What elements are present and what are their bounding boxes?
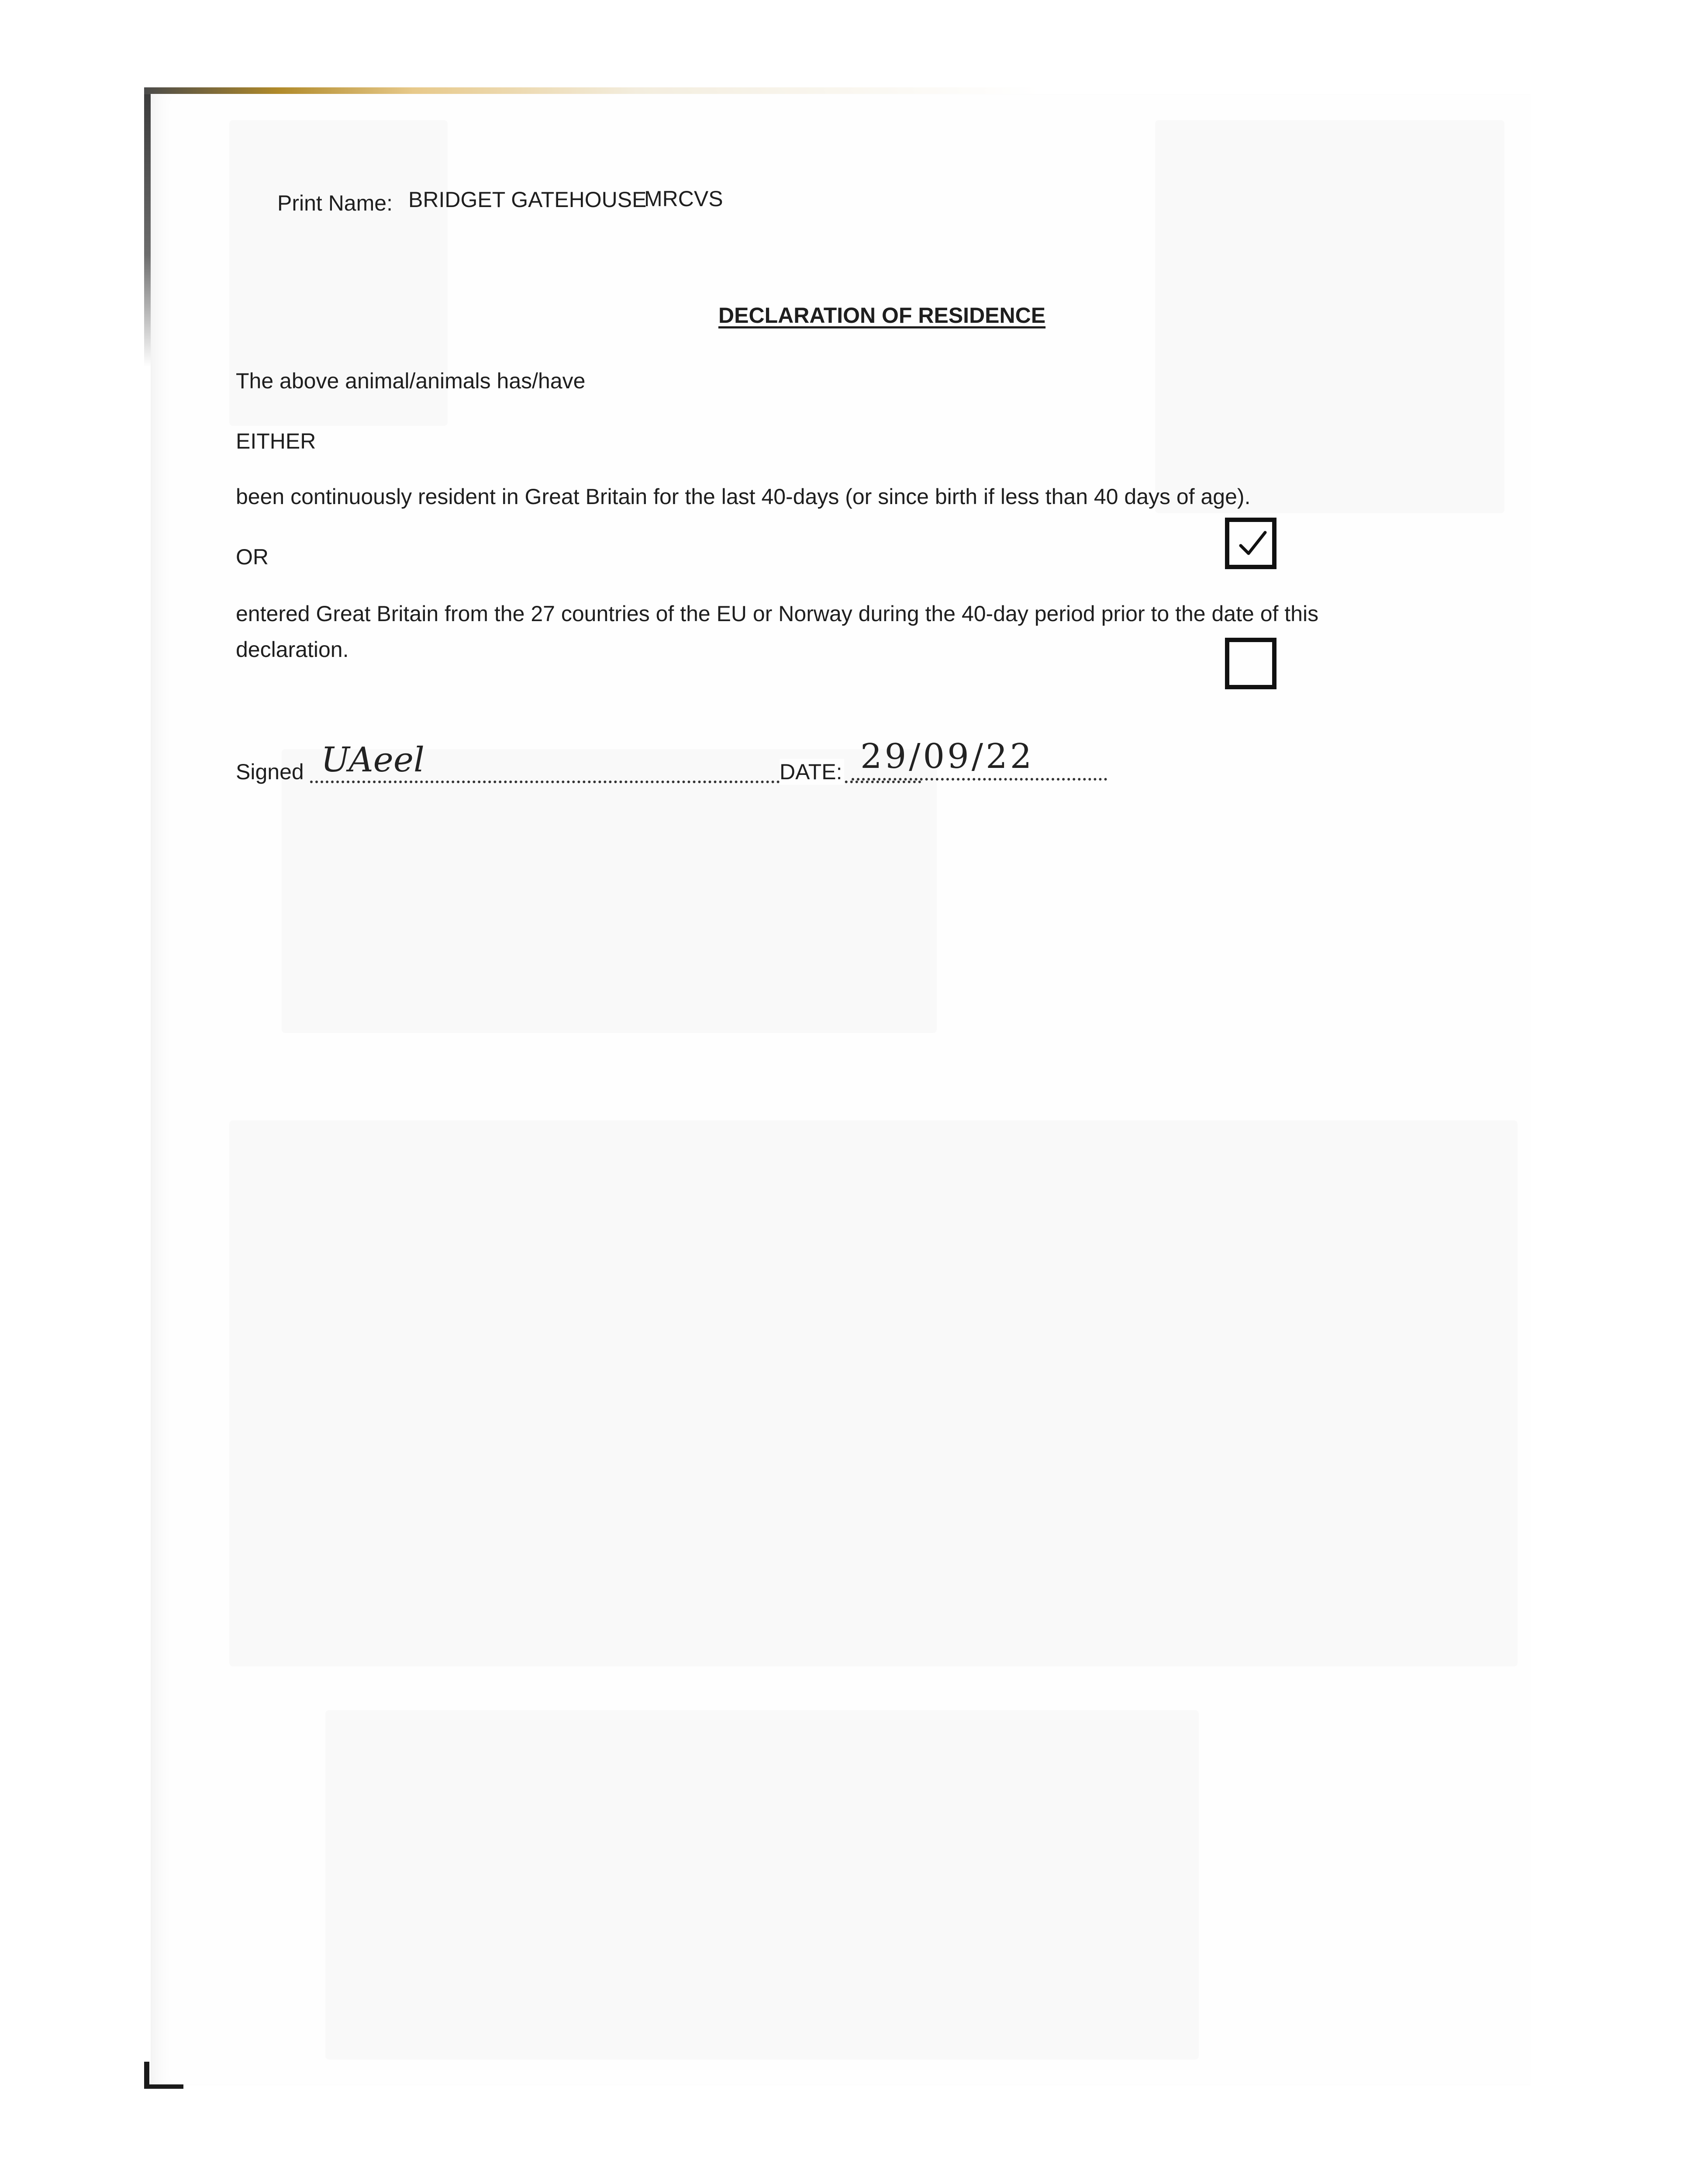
bleed-through-block — [229, 1120, 1518, 1666]
intro-text: The above animal/animals has/have — [236, 369, 586, 393]
checkmark-icon — [1239, 530, 1267, 558]
date-label: DATE: — [780, 759, 844, 785]
bleed-through-block — [325, 1710, 1199, 2060]
option-1-checkbox[interactable] — [1225, 518, 1276, 569]
option-2-text-line-2: declaration. — [236, 637, 349, 662]
scan-edge-top — [144, 87, 1039, 94]
date-dotted-line — [852, 778, 1107, 781]
bleed-through-block — [1155, 120, 1504, 513]
option-1-text: been continuously resident in Great Britain for the last 40-days (or since birth if less than 40 days of age). — [236, 484, 1251, 509]
signature: UAeel — [321, 740, 424, 780]
option-2-checkbox[interactable] — [1225, 638, 1276, 689]
or-label: OR — [236, 545, 269, 569]
either-label: EITHER — [236, 429, 316, 453]
document-title: DECLARATION OF RESIDENCE — [718, 303, 1046, 328]
scan-corner-mark — [144, 2084, 183, 2089]
bleed-through-block — [282, 749, 937, 1033]
signed-label: Signed — [236, 760, 304, 784]
document-page — [151, 94, 1531, 2086]
date-value: 29/09/22 — [860, 737, 1035, 776]
option-2-text-line-1: entered Great Britain from the 27 countries of the EU or Norway during the 40-day period prior to the date of this — [236, 601, 1319, 626]
print-name-label: Print Name: — [277, 191, 393, 215]
print-name-suffix: MRCVS — [644, 187, 723, 211]
print-name-value: BRIDGET GATEHOUSE — [408, 187, 647, 212]
